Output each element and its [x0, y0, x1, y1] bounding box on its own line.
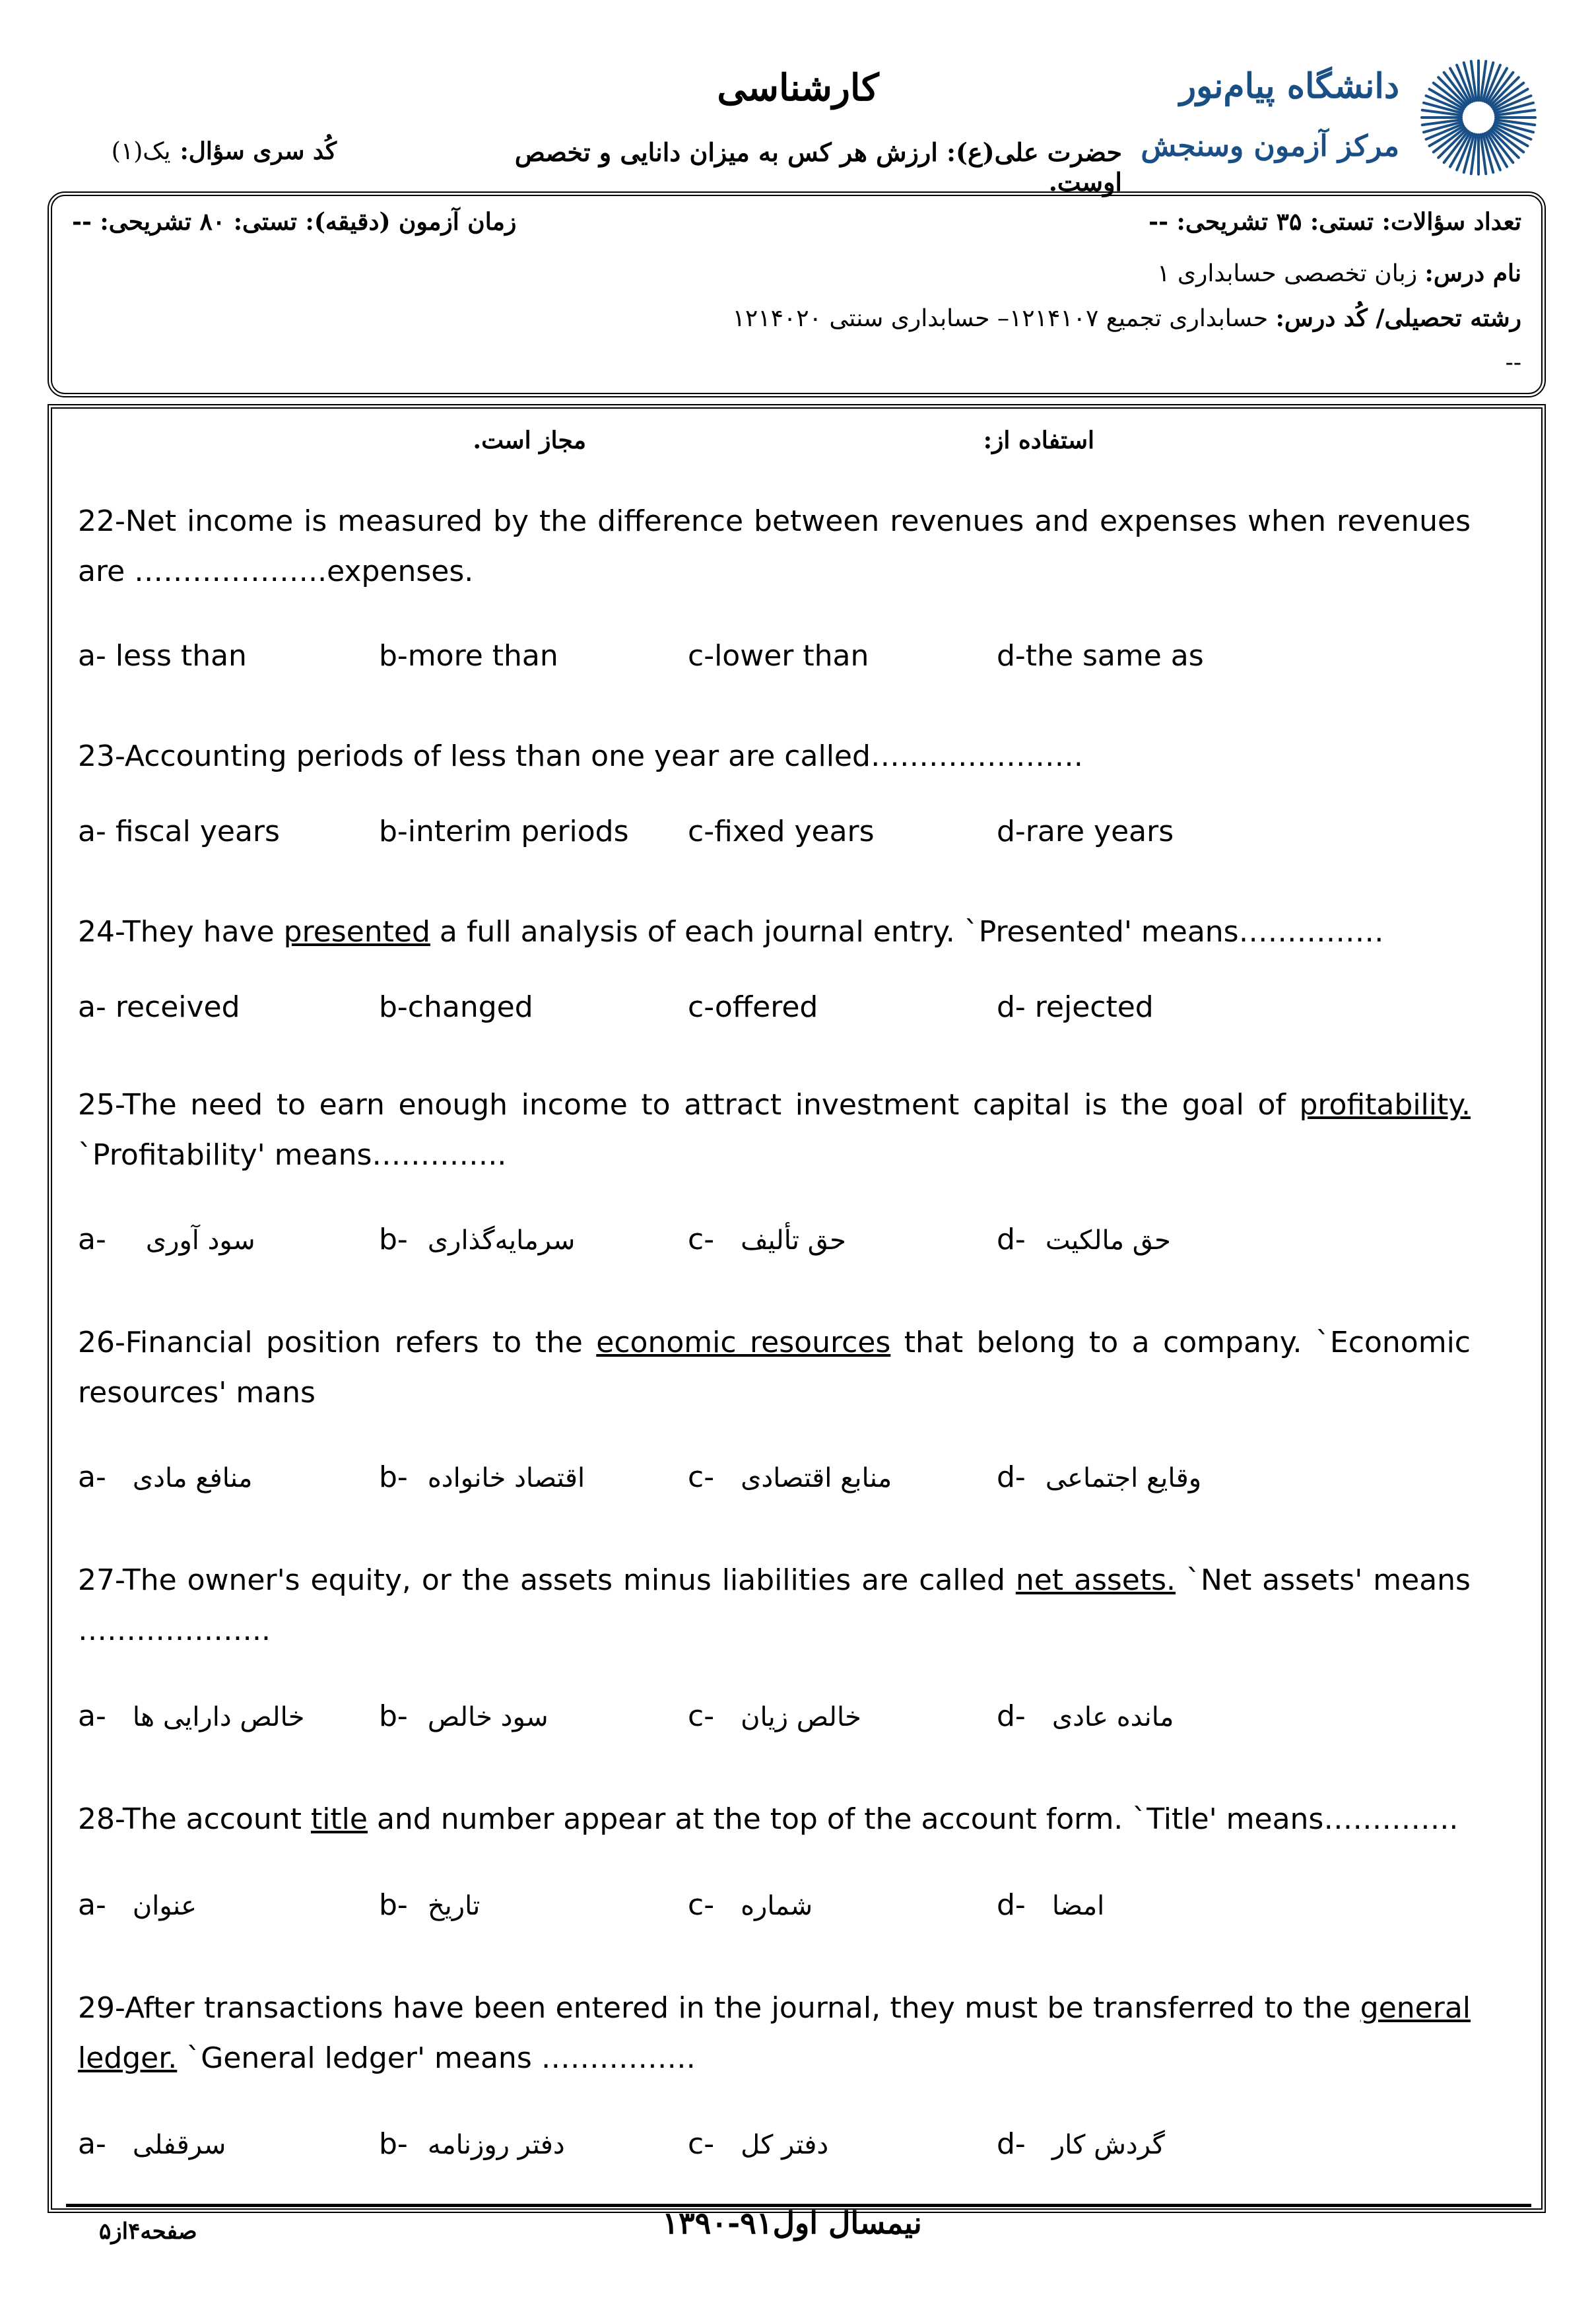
option-29-a[interactable]: a- سرقفلی	[78, 2127, 226, 2161]
question-24: 24-They have presented a full analysis of each journal entry. `Presented' means……………	[78, 915, 1384, 949]
option-25-c[interactable]: c- حق تألیف	[688, 1223, 846, 1256]
major-code	[733, 304, 1521, 332]
question-26: 26-Financial position refers to the economic resources that belong to a company. `Economic resources' mans	[78, 1326, 1471, 1410]
option-23-c[interactable]: c-fixed years	[688, 815, 875, 848]
option-22-b[interactable]: b-more than	[379, 639, 558, 673]
allowed-materials-line	[0, 426, 1596, 466]
option-28-c[interactable]: c- شماره	[688, 1888, 813, 1922]
major-label: رشته تحصیلی/ کُد درس:	[1275, 304, 1521, 332]
course-name	[1157, 259, 1521, 287]
option-22-c[interactable]: c-lower than	[688, 639, 869, 673]
option-24-c[interactable]: c-offered	[688, 990, 818, 1024]
exam-level-title: کارشناسی	[717, 66, 879, 110]
option-25-a[interactable]: a- سود آوری	[78, 1223, 255, 1256]
option-28-a[interactable]: a- عنوان	[78, 1888, 197, 1922]
option-25-b[interactable]: b- سرمایه‌گذاری	[379, 1223, 576, 1256]
option-29-d[interactable]: d- گردش کار	[997, 2127, 1165, 2161]
option-26-a[interactable]: a- منافع مادی	[78, 1460, 253, 1494]
option-29-c[interactable]: c- دفتر کل	[688, 2127, 829, 2161]
exam-duration: زمان آزمون (دقیقه): تستی: ۸۰ تشریحی: --	[72, 208, 517, 236]
option-24-d[interactable]: d- rejected	[997, 990, 1154, 1024]
question-25: 25-The need to earn enough income to attract investment capital is the goal of profitability. `Profitability' means…………..	[78, 1088, 1471, 1172]
page-number: صفحه۴از۵	[99, 2218, 197, 2245]
option-23-a[interactable]: a- fiscal years	[78, 815, 280, 848]
option-28-d[interactable]: d- امضا	[997, 1888, 1105, 1922]
usage-allowed: مجاز است.	[473, 426, 586, 454]
series-value: یک(۱)	[111, 138, 171, 165]
exam-info-box	[48, 191, 1546, 397]
question-count: تعداد سؤالات: تستی: ۳۵ تشریحی: --	[1148, 208, 1521, 236]
option-22-d[interactable]: d-the same as	[997, 639, 1204, 673]
option-29-b[interactable]: b- دفتر روزنامه	[379, 2127, 565, 2161]
questions-frame	[48, 404, 1546, 2213]
course-label: نام درس:	[1424, 259, 1521, 287]
major-value: حسابداری تجمیع ۱۲۱۴۱۰۷– حسابداری سنتی ۱۲۱۴۰۲۰	[732, 305, 1276, 332]
option-25-d[interactable]: d- حق مالکیت	[997, 1223, 1171, 1256]
question-series	[73, 137, 337, 165]
usage-label: استفاده از:	[983, 426, 1094, 454]
option-23-d[interactable]: d-rare years	[997, 815, 1174, 848]
question-23: 23-Accounting periods of less than one year are called………………….	[78, 739, 1083, 773]
assessment-center-name: مرکز آزمون وسنجش	[1141, 129, 1399, 163]
option-28-b[interactable]: b- تاریخ	[379, 1888, 481, 1922]
option-24-a[interactable]: a- received	[78, 990, 240, 1024]
option-26-c[interactable]: c- منابع اقتصادی	[688, 1460, 892, 1494]
option-26-d[interactable]: d- وقایع اجتماعی	[997, 1460, 1202, 1494]
option-27-a[interactable]: a- خالص دارایی ها	[78, 1699, 305, 1733]
option-26-b[interactable]: b- اقتصاد خانواده	[379, 1460, 585, 1494]
motto-quote: حضرت علی(ع): ارزش هر کس به میزان دانایی و تخصص اوست.	[514, 137, 1122, 197]
option-27-b[interactable]: b- سود خالص	[379, 1699, 549, 1733]
option-24-b[interactable]: b-changed	[379, 990, 533, 1024]
question-27: 27-The owner's equity, or the assets minus liabilities are called net assets. `Net assets' means ………………..	[78, 1563, 1471, 1647]
option-23-b[interactable]: b-interim periods	[379, 815, 629, 848]
question-22: 22-Net income is measured by the difference between revenues and expenses when revenues are ………………..expenses.	[78, 504, 1471, 588]
question-29: 29-After transactions have been entered in the journal, they must be transferred to the general ledger. `General ledger' means …………….	[78, 1991, 1471, 2075]
series-label: کُد سری سؤال:	[180, 137, 337, 165]
question-28: 28-The account title and number appear at the top of the account form. `Title' means…………..	[78, 1802, 1459, 1836]
option-22-a[interactable]: a- less than	[78, 639, 247, 673]
semester-label: نیمسال اول۹۱-۱۳۹۰	[662, 2205, 922, 2241]
university-name: دانشگاه پیام‌نور	[1179, 66, 1399, 106]
option-27-d[interactable]: d- مانده عادی	[997, 1699, 1174, 1733]
info-dash: --	[1505, 349, 1521, 376]
option-27-c[interactable]: c- خالص زیان	[688, 1699, 861, 1733]
university-logo-icon	[1419, 58, 1538, 177]
course-value: زبان تخصصی حسابداری ۱	[1157, 260, 1425, 287]
